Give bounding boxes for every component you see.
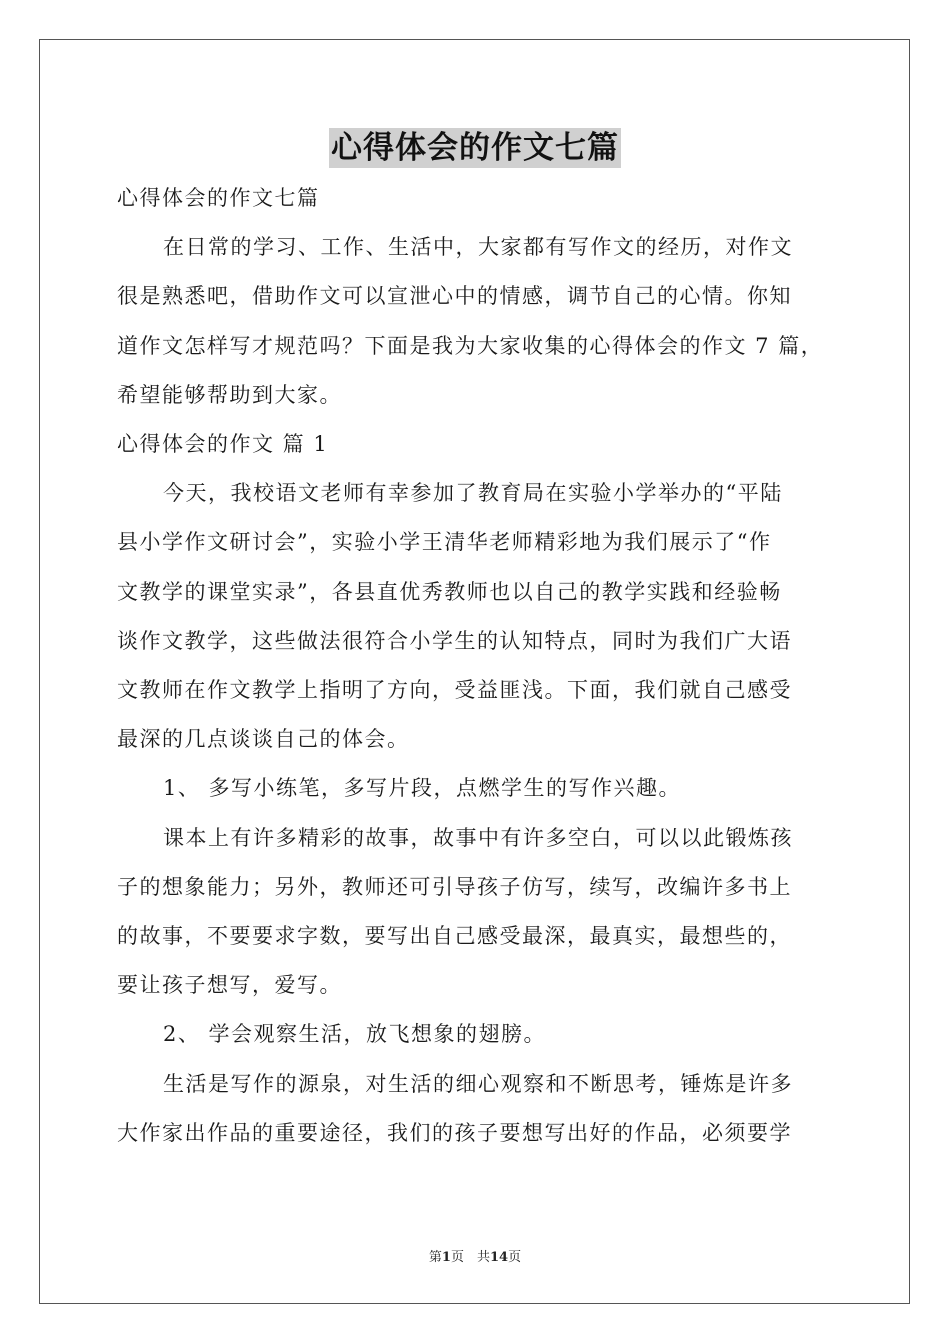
text-line: 文教学的课堂实录”，各县直优秀教师也以自己的教学实践和经验畅 <box>117 579 782 604</box>
text-line: 子的想象能力；另外，教师还可引导孩子仿写，续写，改编许多书上 <box>117 874 792 899</box>
text-line: 县小学作文研讨会”，实验小学王清华老师精彩地为我们展示了“作 <box>117 530 772 555</box>
text-line: 文教师在作文教学上指明了方向，受益匪浅。下面，我们就自己感受 <box>117 678 792 703</box>
text-line: 很是熟悉吧，借助作文可以宣泄心中的情感，调节自己的心情。你知 <box>117 284 792 309</box>
document-title: 心得体会的作文七篇 <box>331 130 619 166</box>
text-line: 要让孩子想写，爱写。 <box>117 973 342 998</box>
text-line: 课本上有许多精彩的故事，故事中有许多空白，可以以此锻炼孩 <box>163 825 793 850</box>
text-line: 生活是写作的源泉，对生活的细心观察和不断思考，锤炼是许多 <box>163 1071 793 1096</box>
footer-page-mid: 页 共 <box>450 1250 490 1265</box>
footer-total-pages: 14 <box>489 1250 509 1265</box>
text-line: 大作家出作品的重要途径，我们的孩子要想写出好的作品，必须要学 <box>117 1120 792 1145</box>
text-line: 在日常的学习、工作、生活中，大家都有写作文的经历，对作文 <box>163 235 793 260</box>
document-body <box>117 174 833 1158</box>
text-line: 今天，我校语文老师有幸参加了教育局在实验小学举办的“平陆 <box>163 481 783 506</box>
title-container <box>0 128 950 168</box>
footer-page-prefix: 第 <box>428 1250 442 1265</box>
text-line: 的故事，不要要求字数，要写出自己感受最深，最真实，最想些的， <box>117 924 792 949</box>
text-line: 道作文怎样写才规范吗？下面是我为大家收集的心得体会的作文 7 篇， <box>117 333 824 358</box>
text-line: 心得体会的作文 篇 1 <box>117 432 329 457</box>
footer-page-suffix: 页 <box>508 1250 522 1265</box>
text-line: 1、 多写小练笔，多写片段，点燃学生的写作兴趣。 <box>163 776 682 801</box>
text-line: 希望能够帮助到大家。 <box>117 382 342 407</box>
page-footer <box>0 1246 950 1265</box>
footer-current-page: 1 <box>441 1250 451 1265</box>
text-line: 2、 学会观察生活，放飞想象的翅膀。 <box>163 1022 547 1047</box>
text-line: 最深的几点谈谈自己的体会。 <box>117 727 410 752</box>
text-line: 谈作文教学，这些做法很符合小学生的认知特点，同时为我们广大语 <box>117 628 792 653</box>
text-line: 心得体会的作文七篇 <box>117 186 320 210</box>
